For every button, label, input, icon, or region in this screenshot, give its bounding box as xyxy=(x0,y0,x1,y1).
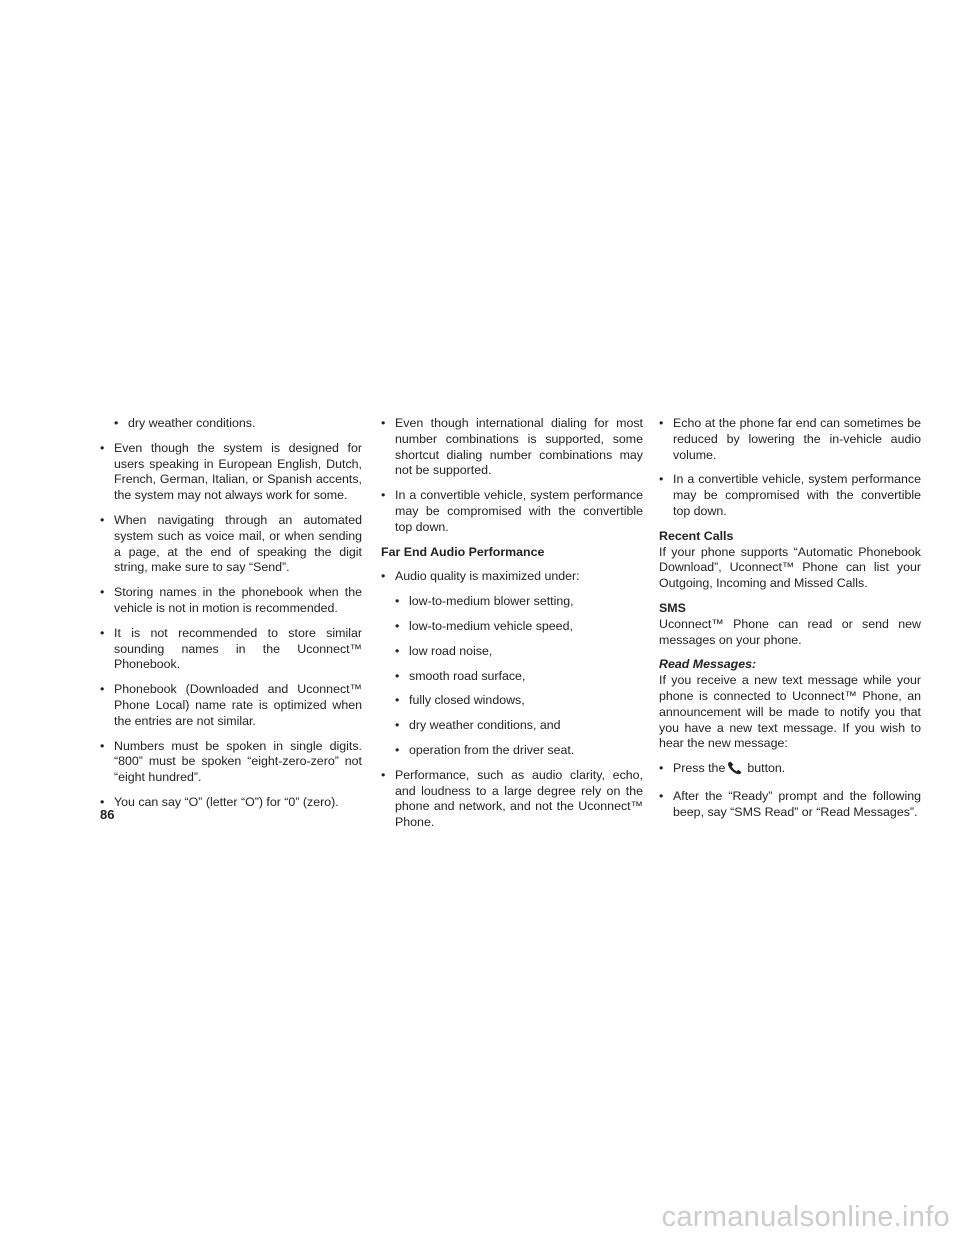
bullet: • xyxy=(659,761,664,776)
bullet: • xyxy=(114,416,119,430)
sub-list-item: • low road noise, xyxy=(395,643,493,658)
bullet: • xyxy=(395,668,400,683)
list-item: • dry weather conditions. xyxy=(114,416,256,430)
bullet: • xyxy=(100,512,105,527)
bullet: • xyxy=(100,585,105,600)
sub-list-item: • low-to-medium blower setting, xyxy=(395,594,574,609)
list-item: • Phonebook (Downloaded and Uconnect™ Phone Local) name rate is optimized when the entries are not similar. xyxy=(100,682,362,728)
list-item: • In a convertible vehicle, system performance may be compromised with the convertible top down. xyxy=(381,488,643,534)
list-item: • Even though international dialing for most number combinations is supported, some shortcut dialing number combinations may not be supported. xyxy=(381,416,643,478)
list-item: • You can say “O” (letter “O”) for “0” (zero). xyxy=(100,794,339,809)
sub-list-item: • fully closed windows, xyxy=(395,693,525,708)
bullet: • xyxy=(395,594,400,609)
list-item: • In a convertible vehicle, system performance may be compromised with the convertible top down. xyxy=(659,472,921,518)
bullet: • xyxy=(381,767,386,782)
column-middle xyxy=(381,416,643,840)
sub-list-item: • smooth road surface, xyxy=(395,668,526,683)
bullet: • xyxy=(381,416,386,430)
bullet: • xyxy=(381,488,386,503)
phone-icon xyxy=(727,761,743,780)
sub-list-item: • operation from the driver seat. xyxy=(395,742,575,757)
sub-list-item: • low-to-medium vehicle speed, xyxy=(395,618,573,633)
sms-heading: SMS xyxy=(659,600,686,615)
bullet: • xyxy=(100,738,105,753)
bullet: • xyxy=(659,788,664,803)
list-item: • Numbers must be spoken in single digits. “800” must be spoken “eight-zero-zero” not “eight hundred”. xyxy=(100,738,362,785)
bullet: • xyxy=(100,682,105,697)
column-right xyxy=(659,416,921,830)
bullet: • xyxy=(395,618,400,633)
bullet: • xyxy=(659,416,664,430)
sms-text: Uconnect™ Phone can read or send new messages on your phone. xyxy=(659,616,921,647)
list-item: • Press the button. xyxy=(659,761,921,780)
recent-calls-heading: Recent Calls xyxy=(659,528,734,543)
bullet: • xyxy=(100,794,105,809)
list-item: • It is not recommended to store similar sounding names in the Uconnect™ Phonebook. xyxy=(100,625,362,672)
list-item: • Audio quality is maximized under: xyxy=(381,569,580,584)
list-item: • Performance, such as audio clarity, echo, and loudness to a large degree rely on the phone and network, and not the Uconnect™ Phone. xyxy=(381,767,643,830)
read-messages-heading: Read Messages: xyxy=(659,657,757,672)
bullet: • xyxy=(395,718,400,733)
list-item: • Storing names in the phonebook when the vehicle is not in motion is recommended. xyxy=(100,585,362,615)
bullet: • xyxy=(100,440,105,455)
list-item: • Echo at the phone far end can sometimes be reduced by lowering the in-vehicle audio volume. xyxy=(659,416,921,462)
section-heading: Far End Audio Performance xyxy=(381,544,545,559)
bullet: • xyxy=(100,625,105,640)
read-messages-text: If you receive a new text message while your phone is connected to Uconnect™ Phone, an announcement will be made to notify you that you have a new text message. If you wish to hear the new message: xyxy=(659,673,921,751)
page-number: 86 xyxy=(100,807,115,822)
bullet: • xyxy=(395,742,400,757)
bullet: • xyxy=(395,643,400,658)
list-item: • When navigating through an automated system such as voice mail, or when sending a page, at the end of speaking the digit string, make sure to say “Send”. xyxy=(100,512,362,575)
sub-list-item: • dry weather conditions, and xyxy=(395,718,561,733)
column-left xyxy=(100,416,362,820)
watermark: carmanualsonline.info xyxy=(661,1201,950,1233)
bullet: • xyxy=(659,472,664,487)
list-item: • After the “Ready” prompt and the following beep, say “SMS Read” or “Read Messages”. xyxy=(659,788,921,819)
bullet: • xyxy=(381,569,386,584)
list-item: • Even though the system is designed for users speaking in European English, Dutch, French, German, Italian, or Spanish accents, the system may not always work for some. xyxy=(100,440,362,503)
bullet: • xyxy=(395,693,400,708)
recent-calls-text: If your phone supports “Automatic Phonebook Download”, Uconnect™ Phone can list your Outgoing, Incoming and Missed Calls. xyxy=(659,544,921,591)
